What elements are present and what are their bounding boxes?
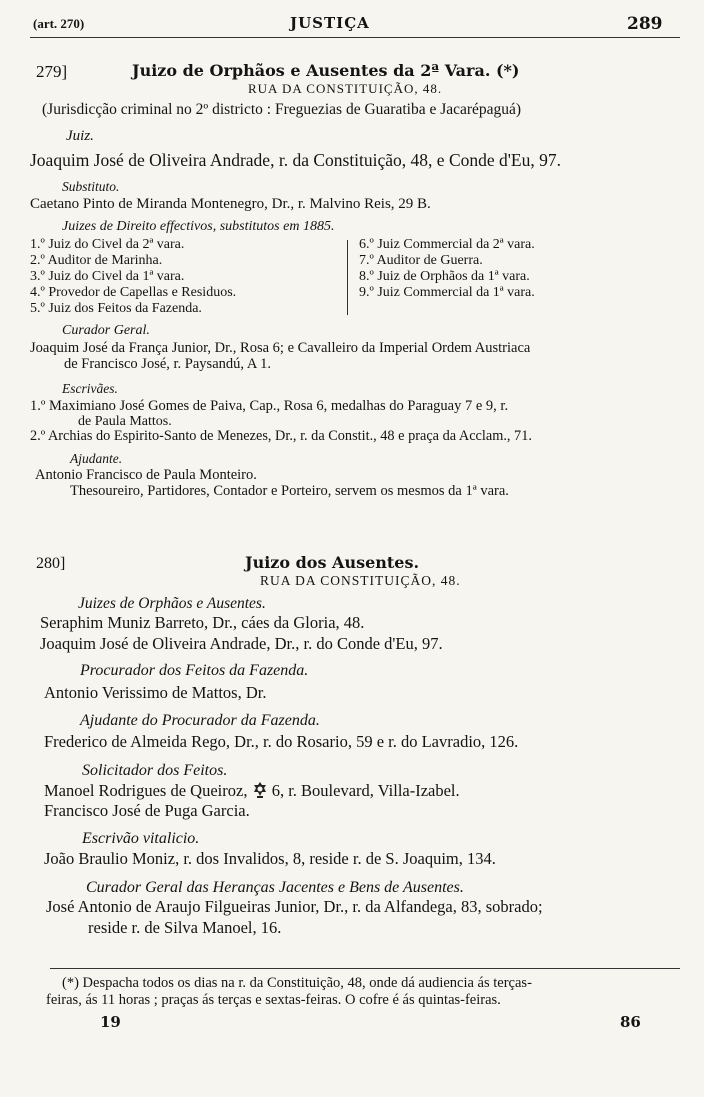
escrivao-vitalicio-label: Escrivão vitalicio.: [82, 830, 200, 847]
page-number: 289: [627, 14, 663, 34]
escrivao-1-line-1: 1.º Maximiano José Gomes de Paiva, Cap., Rosa 6, medalhas do Paraguay 7 e 9, r.: [30, 398, 509, 414]
list-item: 2.º Auditor de Marinha.: [30, 253, 163, 268]
escrivao-1-line-2: de Paula Mattos.: [78, 414, 172, 429]
ajudante-procurador-entry: Frederico de Almeida Rego, Dr., r. do Rosario, 59 e r. do Lavradio, 126.: [44, 732, 519, 751]
juiz-2: Joaquim José de Oliveira Andrade, Dr., r. do Conde d'Eu, 97.: [40, 634, 443, 653]
substituto-label: Substituto.: [62, 179, 120, 194]
footer-number: 86: [620, 1013, 641, 1031]
curador-geral-line-1: José Antonio de Araujo Filgueiras Junior, Dr., r. da Alfandega, 83, sobrado;: [46, 897, 543, 916]
solicitador-2: Francisco José de Puga Garcia.: [44, 801, 250, 820]
list-item: 1.º Juiz do Civel da 2ª vara.: [30, 237, 185, 252]
medal-icon: [252, 781, 268, 804]
section-number-280: 280]: [36, 555, 66, 572]
solicitador-1-name: Manoel Rodrigues de Queiroz,: [44, 781, 248, 800]
jurisdiction-note: (Jurisdicção criminal no 2º districto : Freguezias de Guaratiba e Jacarépaguá): [42, 101, 522, 118]
procurador-label: Procurador dos Feitos da Fazenda.: [80, 662, 309, 679]
section-number-279: 279]: [36, 62, 68, 81]
juiz-1: Seraphim Muniz Barreto, Dr., cáes da Gloria, 48.: [40, 613, 365, 632]
section-title-279: Juizo de Orphãos e Ausentes da 2ª Vara. (*): [132, 61, 520, 80]
footnote-line-1: (*) Despacha todos os dias na r. da Constituição, 48, onde dá audiencia ás terças-: [62, 975, 532, 991]
address-280: RUA DA CONSTITUIÇÃO, 48.: [260, 573, 461, 588]
running-head-title: JUSTIÇA: [290, 14, 370, 32]
curador-label: Curador Geral.: [62, 323, 150, 338]
thesoureiro-note: Thesoureiro, Partidores, Contador e Porteiro, servem os mesmos da 1ª vara.: [70, 483, 509, 499]
footnote-line-2: feiras, ás 11 horas ; praças ás terças e sextas-feiras. O cofre é ás quintas-feiras.: [46, 992, 501, 1008]
footnote-rule: [50, 968, 680, 969]
curador-line-1: Joaquim José da França Junior, Dr., Rosa 6; e Cavalleiro da Imperial Ordem Austriaca: [30, 340, 531, 356]
juizes-label: Juizes de Orphãos e Ausentes.: [78, 595, 266, 612]
list-item: 3.º Juiz do Civel da 1ª vara.: [30, 269, 185, 284]
curador-line-2: de Francisco José, r. Paysandú, A 1.: [64, 356, 272, 372]
escrivao-2: 2.º Archias do Espirito-Santo de Menezes, Dr., r. da Constit., 48 e praça da Acclam., 71.: [30, 428, 532, 444]
substitutos-list-left: [30, 237, 236, 317]
escrivaes-label: Escrivães.: [62, 381, 118, 396]
signature-mark: 19: [100, 1013, 121, 1031]
section-title-280: Juizo dos Ausentes.: [245, 553, 420, 572]
curador-geral-line-2: reside r. de Silva Manoel, 16.: [88, 918, 282, 937]
solicitador-1-address: 6, r. Boulevard, Villa-Izabel.: [271, 781, 460, 800]
list-item: 9.º Juiz Commercial da 1ª vara.: [359, 285, 535, 300]
escrivao-vitalicio-entry: João Braulio Moniz, r. dos Invalidos, 8, reside r. de S. Joaquim, 134.: [44, 849, 496, 868]
procurador-entry: Antonio Verissimo de Mattos, Dr.: [44, 683, 267, 702]
ajudante-label: Ajudante.: [70, 451, 123, 466]
address-279: RUA DA CONSTITUIÇÃO, 48.: [248, 81, 443, 96]
list-item: 6.º Juiz Commercial da 2ª vara.: [359, 237, 535, 252]
juiz-entry: Joaquim José de Oliveira Andrade, r. da Constituição, 48, e Conde d'Eu, 97.: [30, 150, 561, 170]
ajudante-procurador-label: Ajudante do Procurador da Fazenda.: [80, 712, 320, 729]
curador-geral-label: Curador Geral das Heranças Jacentes e Bens de Ausentes.: [86, 879, 464, 896]
running-head-left: (art. 270): [33, 16, 85, 31]
substituto-entry: Caetano Pinto de Miranda Montenegro, Dr., r. Malvino Reis, 29 B.: [30, 196, 431, 212]
juiz-label: Juiz.: [66, 128, 94, 144]
column-divider: [347, 240, 348, 315]
juizes-substitutos-label: Juizes de Direito effectivos, substitutos em 1885.: [62, 219, 335, 234]
list-item: 4.º Provedor de Capellas e Residuos.: [30, 285, 237, 300]
substitutos-list-right: [359, 237, 535, 301]
list-item: 8.º Juiz de Orphãos da 1ª vara.: [359, 269, 530, 284]
solicitador-label: Solicitador dos Feitos.: [82, 762, 228, 779]
header-rule: [30, 37, 680, 38]
list-item: 5.º Juiz dos Feitos da Fazenda.: [30, 301, 202, 316]
ajudante-entry: Antonio Francisco de Paula Monteiro.: [35, 467, 257, 483]
list-item: 7.º Auditor de Guerra.: [359, 253, 483, 268]
